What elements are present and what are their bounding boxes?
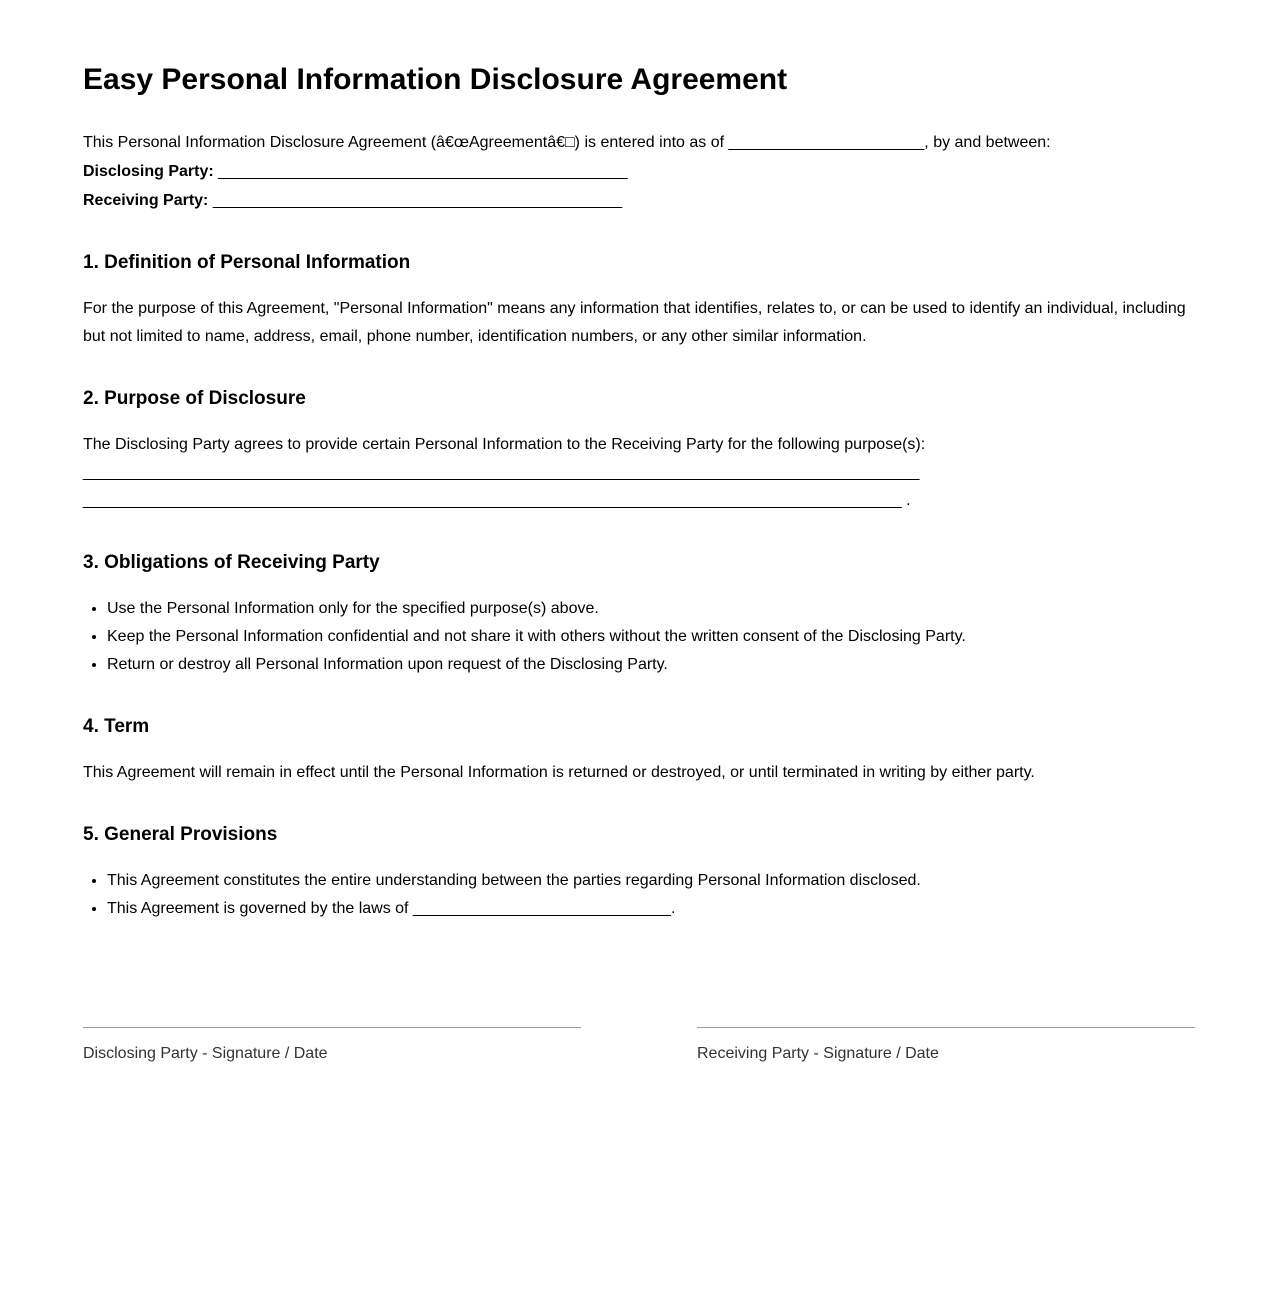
section-2-body: The Disclosing Party agrees to provide certain Personal Information to the Receiving Party for the following purpose(s): [83, 436, 926, 453]
disclosing-party-label: Disclosing Party: [83, 163, 214, 180]
section-2-heading: 2. Purpose of Disclosure [83, 388, 306, 409]
obligation-item-2: • Keep the Personal Information confidential and not share it with others without the written consent of the Disclosing Party. [107, 623, 1195, 651]
section-4-body: This Agreement will remain in effect until the Personal Information is returned or destroyed, or until terminated in writing by either party. [83, 764, 1035, 781]
general-provisions-list [83, 867, 1195, 923]
section-4-heading: 4. Term [83, 716, 150, 737]
governing-law-text: This Agreement is governed by the laws of [107, 900, 409, 917]
section-1-body: For the purpose of this Agreement, "Personal Information" means any information that identifies, relates to, or can be used to identify an individual, including but not limited to name, address, email, phone number, identification numbers, or any other similar information. [83, 300, 1186, 345]
intro-paragraph [83, 129, 1195, 157]
disclosing-signature-label: Disclosing Party - Signature / Date [83, 1045, 328, 1062]
section-1-heading: 1. Definition of Personal Information [83, 252, 411, 273]
receiving-signature-label: Receiving Party - Signature / Date [697, 1045, 939, 1062]
intro-text-after: , by and between: [924, 134, 1051, 151]
signature-block [83, 1027, 1195, 1066]
obligation-item-3: • Return or destroy all Personal Information upon request of the Disclosing Party. [107, 651, 1195, 679]
section-3-heading: 3. Obligations of Receiving Party [83, 552, 380, 573]
provision-item-2 [107, 895, 1195, 923]
obligations-list [83, 595, 1195, 679]
parties-block [83, 157, 1195, 215]
effective-date-blank: ______________________ [728, 134, 925, 151]
purpose-blank-line-2: ____________________________________________________________________________________________ [83, 492, 902, 509]
intro-text-before: This Personal Information Disclosure Agreement (â€œAgreementâ€□) is entered into as of [83, 134, 725, 151]
receiving-signature-line [697, 1027, 1195, 1028]
purpose-blank-lines [83, 459, 1195, 515]
governing-law-blank: _____________________________ [412, 900, 672, 917]
disclosing-signature-area [83, 1027, 581, 1066]
disclosing-signature-line [83, 1027, 581, 1028]
obligation-item-1: • Use the Personal Information only for the specified purpose(s) above. [107, 595, 1195, 623]
disclosing-party-blank: ______________________________________________ [218, 163, 628, 180]
purpose-blank-period: . [906, 492, 911, 509]
disclosing-party-line [83, 157, 1195, 186]
receiving-signature-area [697, 1027, 1195, 1066]
receiving-party-line [83, 186, 1195, 215]
provision-item-1: • This Agreement constitutes the entire understanding between the parties regarding Personal Information disclosed. [107, 867, 1195, 895]
document-title: Easy Personal Information Disclosure Agreement [83, 63, 788, 96]
purpose-blank-line-1: ______________________________________________________________________________________________ [83, 464, 920, 481]
governing-law-period: . [671, 900, 676, 917]
receiving-party-blank: ______________________________________________ [212, 192, 623, 209]
receiving-party-label: Receiving Party: [83, 192, 209, 209]
section-5-heading: 5. General Provisions [83, 824, 278, 845]
